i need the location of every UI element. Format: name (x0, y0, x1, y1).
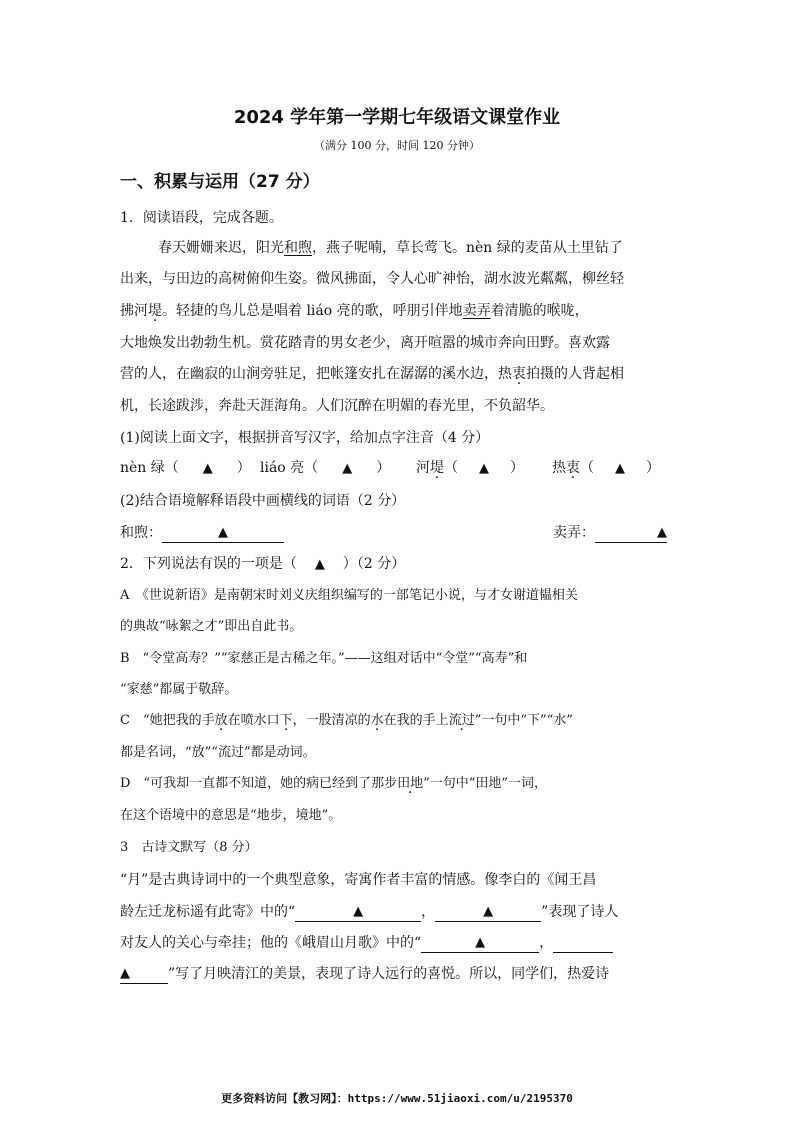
question-1-label: 1．阅读语段，完成各题。 (120, 210, 283, 226)
slot-close: ） (646, 460, 660, 476)
option-b-line-2: “家慈”都属于敬辞。 (120, 682, 238, 697)
question-text: ）（2 分） (342, 556, 406, 572)
answer-marker: ▲ (342, 461, 353, 476)
passage-text: 着清脆的喉咙， (490, 303, 589, 319)
slot-label: 热 (552, 460, 566, 476)
dotted-char: 水 (370, 713, 384, 728)
option-d-line-2: 在这个语境中的意思是“地步，境地”。 (120, 808, 342, 823)
answer-line-mainong[interactable] (553, 523, 667, 543)
underlined-word-mainong: 卖弄 (462, 303, 491, 319)
option-text: ”一句中“田地”一词， (423, 776, 548, 791)
option-a-line-2: 的典故“咏絮之才”即出自此书。 (120, 619, 303, 634)
passage-line-3 (120, 301, 589, 321)
dotted-char: 流过 (448, 713, 475, 728)
option-a-line-1: A 《世说新语》是南朝宋时刘义庆组织编写的一部笔记小说，与才女谢道韫相关 (120, 588, 578, 603)
question-text: ， (539, 935, 554, 951)
question-2-label (120, 554, 405, 575)
question-3-line-3 (120, 933, 613, 953)
dotted-char: 放 (214, 713, 228, 728)
passage-line-6: 机，长途跋涉，奔赴天涯海角。人们沉醉在明媚的春光里，不负韶华。 (120, 398, 554, 414)
answer-label: 和煦： (120, 525, 162, 541)
answer-marker: ▲ (479, 461, 489, 476)
dotted-char: 衷 (566, 460, 580, 476)
poem-blank[interactable]: ▲ (421, 934, 539, 953)
question-text: 2．下列说法有误的一项是（ (120, 556, 297, 572)
answer-slot-zhong[interactable] (552, 458, 660, 479)
slot-label: nèn 绿（ (120, 460, 179, 476)
passage-text: ，燕子呢喃，草长莺飞。nèn 绿的麦苗从土里钻了 (312, 240, 623, 256)
poem-blank[interactable]: ▲ (295, 903, 421, 922)
footer-link[interactable]: 更多资料访问【教习网】：https://www.51jiaoxi.com/u/2195370 (221, 1092, 573, 1105)
answer-blank[interactable]: ▲ (595, 524, 667, 543)
slot-open: （ (444, 460, 458, 476)
answer-blank[interactable]: ▲ (162, 524, 284, 543)
option-text: ”一句中“下”“水” (474, 713, 573, 728)
passage-line-2: 出来，与田边的高树俯仰生姿。微风拂面，令人心旷神怡，湖水波光粼粼，柳丝轻 (120, 271, 624, 287)
page-subtitle: （满分 100 分，时间 120 分钟） (314, 139, 480, 152)
passage-line-4: 大地焕发出勃勃生机。赏花踏青的男女老少，离开喧嚣的城市奔向田野。喜欢露 (120, 335, 610, 351)
poem-blank[interactable]: ▲ (120, 965, 168, 984)
slot-open: （ (580, 460, 594, 476)
question-3-line-4 (120, 964, 609, 984)
passage-line-5 (120, 364, 624, 384)
question-text: 对友人的关心与牵挂；他的《峨眉山月歌》中的“ (120, 935, 422, 951)
option-c-line-2: 都是名词，“放”“流过”都是动词。 (120, 745, 316, 760)
option-text: 在喷水口 (227, 713, 280, 728)
option-b-line-1: B “令堂高寿？”“家慈正是古稀之年。”——这组对话中“令堂”“高寿”和 (120, 651, 528, 666)
poem-blank[interactable]: ▲ (435, 903, 541, 922)
answer-marker: ▲ (202, 461, 213, 476)
answer-slot-liao[interactable] (260, 458, 390, 479)
slot-close: ） (510, 460, 524, 476)
passage-text: 拂河 (120, 303, 148, 319)
answer-slot-di[interactable] (416, 458, 524, 479)
page-title: 2024 学年第一学期七年级语文课堂作业 (233, 107, 561, 128)
answer-slot-nen[interactable] (120, 458, 251, 479)
option-text: ，一股清凉的 (292, 713, 371, 728)
answer-marker[interactable]: ▲ (314, 557, 325, 572)
question-3-label: 3 古诗文默写（8 分） (120, 840, 258, 855)
option-text: D “可我却一直都不知道，她的病已经到了那步 (120, 776, 398, 791)
slot-label: liáo 亮（ (260, 460, 319, 476)
option-c-line-1 (120, 711, 573, 731)
slot-close: ） (376, 460, 391, 476)
answer-marker: ▲ (615, 461, 625, 476)
option-text: C “她把我的手 (120, 713, 215, 728)
dotted-word: 田地 (397, 776, 424, 791)
question-text: 龄左迁龙标遥有此寄》中的“ (120, 904, 296, 920)
passage-text: 营的人，在幽寂的山涧旁驻足，把帐篷安扎在潺潺的溪水边，热 (120, 366, 512, 382)
answer-label: 卖弄： (553, 525, 595, 541)
slot-close: ） (236, 460, 251, 476)
underlined-word-hexu: 和煦 (284, 240, 312, 256)
passage-text: 拍摄的人背起相 (526, 366, 624, 382)
dotted-char-zhong: 衷 (512, 366, 526, 382)
question-text: ”表现了诗人 (541, 904, 619, 920)
dotted-char: 下 (279, 713, 293, 728)
section-heading: 一、积累与运用（27 分） (120, 172, 320, 192)
answer-line-hexu[interactable] (120, 523, 284, 543)
question-text: ”写了月映清江的美景，表现了诗人远行的喜悦。所以，同学们，热爱诗 (168, 966, 610, 982)
slot-label: 河 (416, 460, 430, 476)
passage-text: 。轻捷的鸟儿总是唱着 liáo 亮的歌，呼朋引伴地 (162, 303, 463, 319)
question-3-line-2 (120, 902, 618, 922)
sub-question-2-label: (2)结合语境解释语段中画横线的词语（2 分） (120, 493, 406, 509)
poem-blank-continued[interactable] (553, 934, 613, 953)
dotted-char: 堤 (430, 460, 444, 476)
dotted-char-di: 堤 (148, 303, 162, 319)
question-3-line-1: “月”是古典诗词中的一个典型意象，寄寓作者丰富的情感。像李白的《闻王昌 (120, 872, 597, 888)
option-d-line-1 (120, 774, 547, 794)
question-text: ， (421, 904, 436, 920)
sub-question-1-label: (1)阅读上面文字，根据拼音写汉字，给加点字注音（4 分） (120, 430, 490, 446)
passage-line-1 (158, 238, 623, 258)
option-text: 在我的手上 (383, 713, 449, 728)
passage-text: 春天姗姗来迟，阳光 (158, 240, 284, 256)
